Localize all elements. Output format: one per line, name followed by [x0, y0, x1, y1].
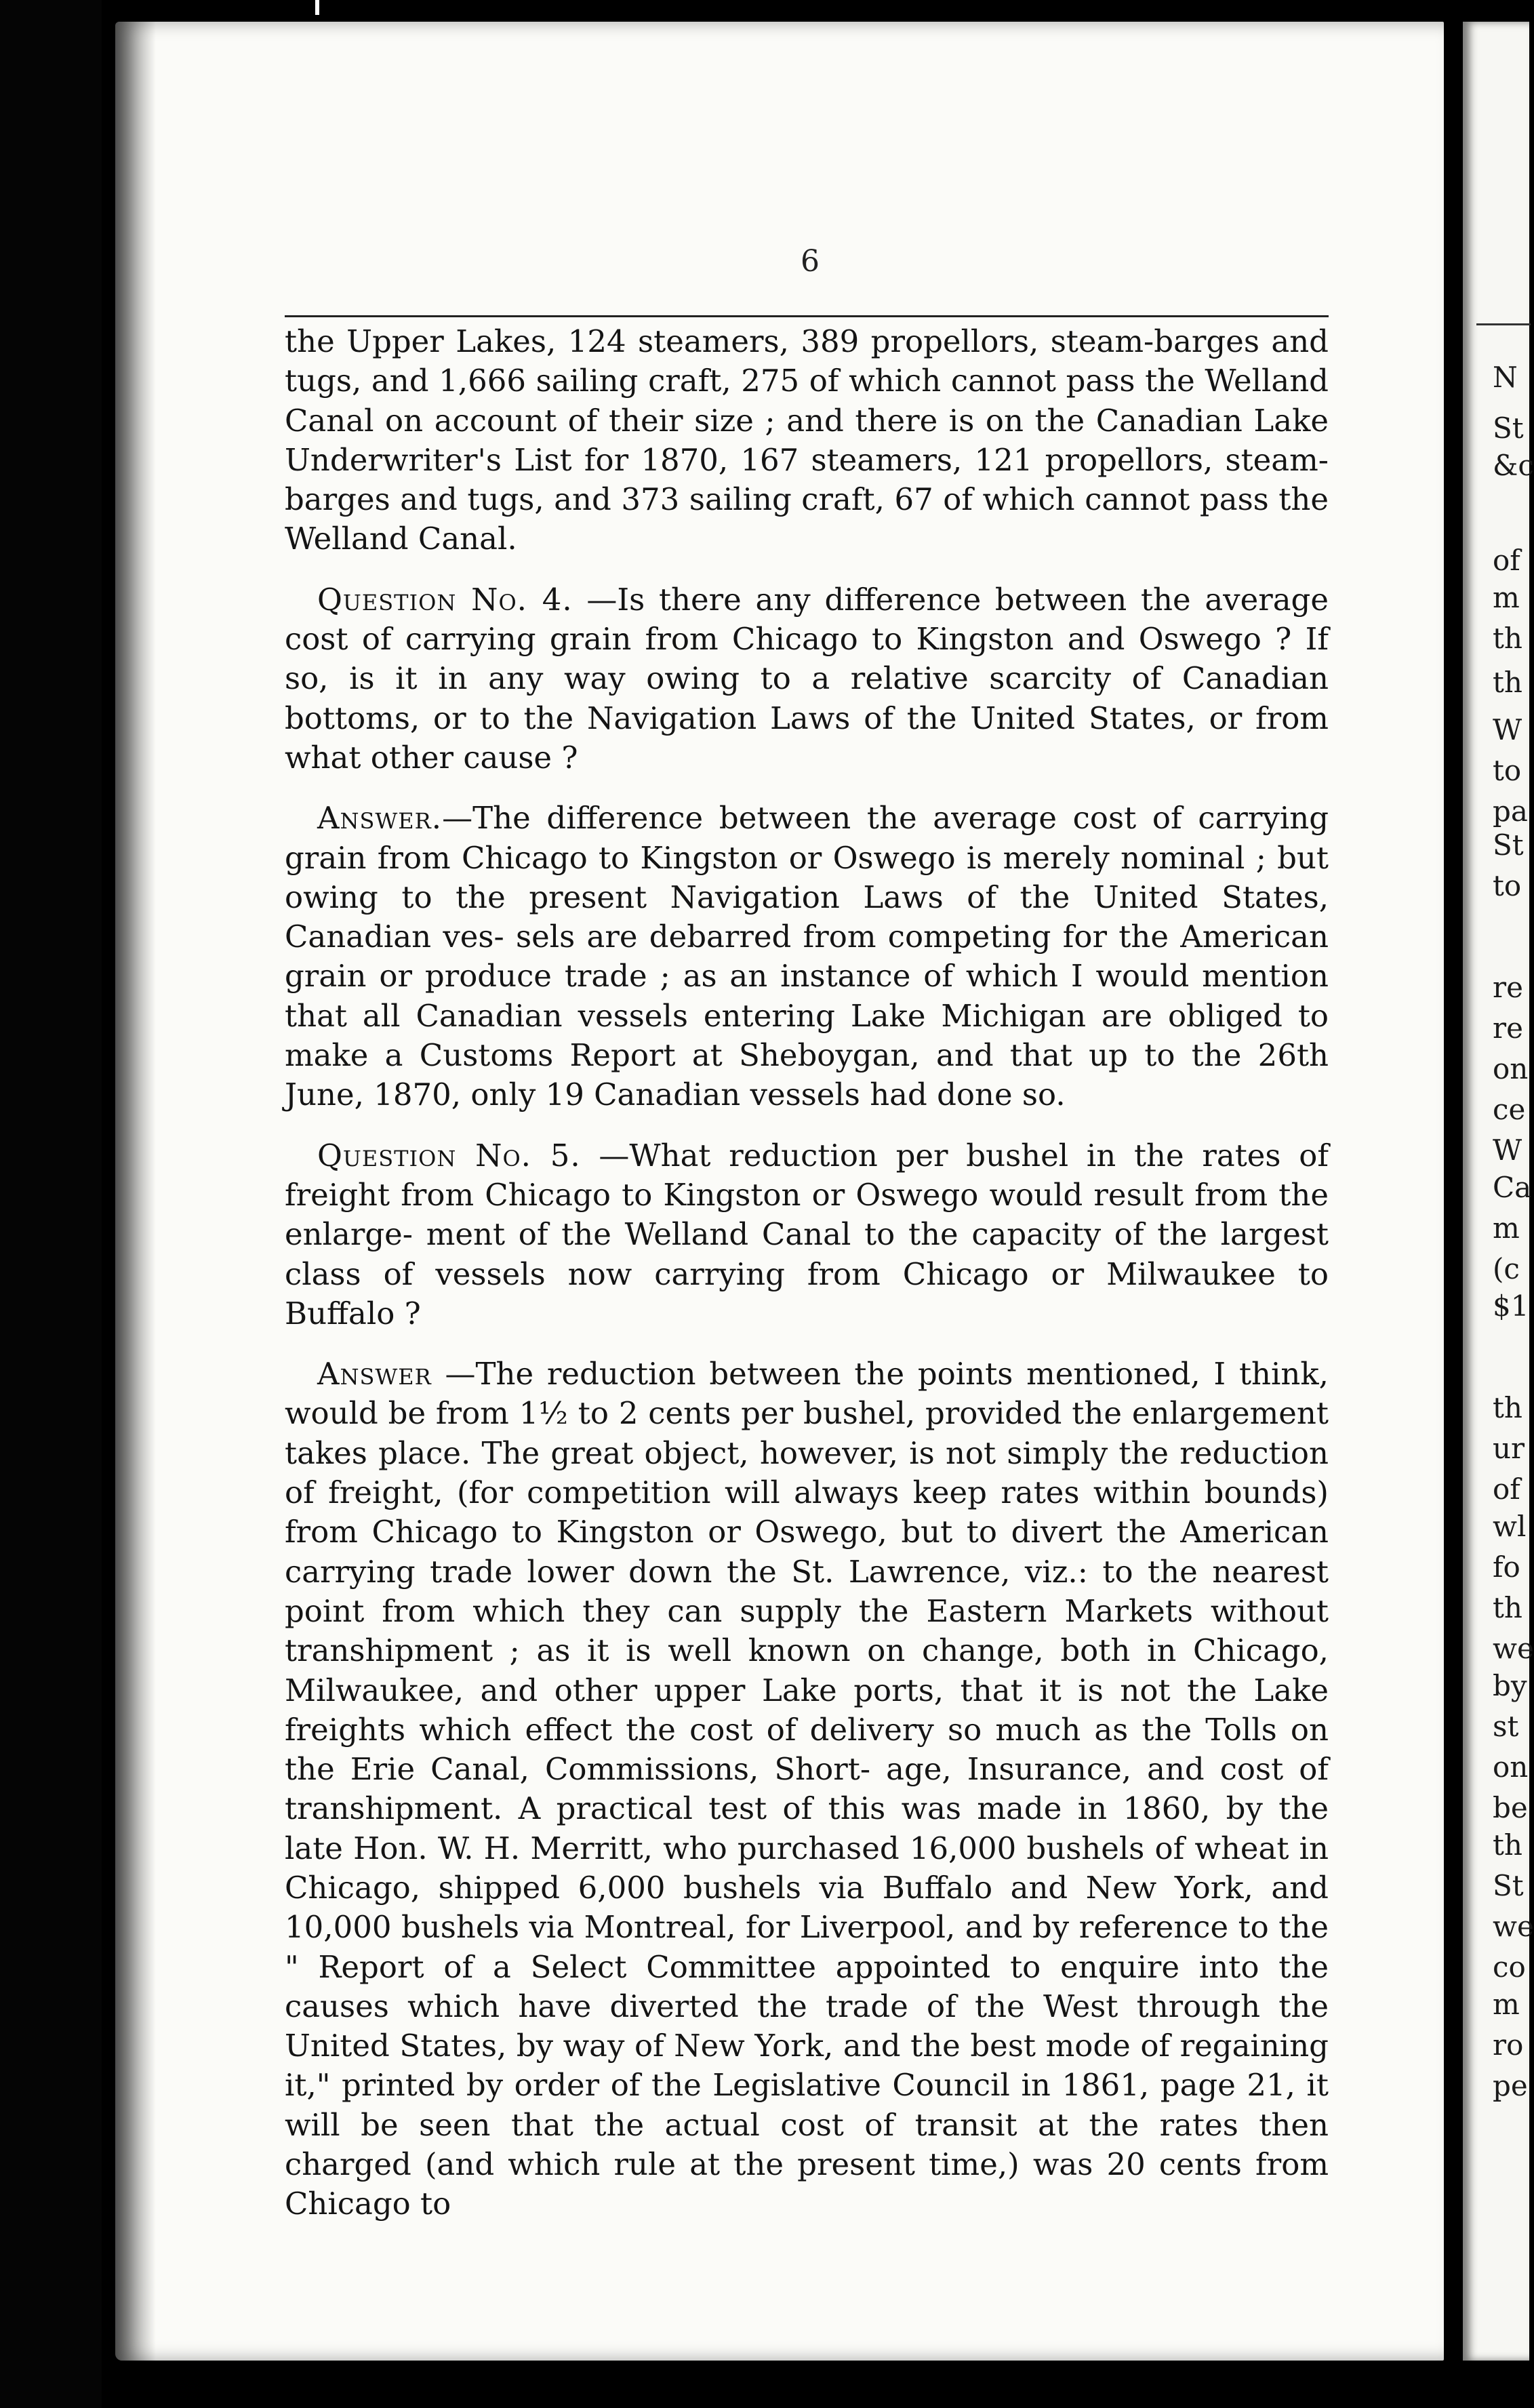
facing-text-fragment: fo	[1493, 1550, 1520, 1584]
facing-text-fragment: th	[1493, 1591, 1522, 1624]
facing-text-fragment: ur	[1493, 1432, 1525, 1465]
question-label: Question No. 5.	[317, 1137, 581, 1173]
facing-page	[1463, 22, 1534, 2361]
facing-text-fragment: co	[1493, 1950, 1526, 1984]
facing-text-fragment: ce	[1493, 1093, 1526, 1126]
facing-text-fragment: &c	[1493, 449, 1534, 482]
facing-text-fragment: th	[1493, 666, 1522, 699]
facing-text-fragment: st	[1493, 1710, 1519, 1743]
paragraph-continuation: the Upper Lakes, 124 steamers, 389 propellors, steam-barges and tugs, and 1,666 sailing craft, 275 of which cannot pass the Welland Canal on account of their size ; and there is on the Canadian Lake Underwriter's List for 1870, 167 steamers, 121 propellors, steam-barges and tugs, and 373 sailing craft, 67 of which cannot pass the Welland Canal.	[285, 323, 1329, 557]
gutter-divider	[1444, 22, 1463, 2361]
facing-text-fragment: St	[1493, 1869, 1524, 1902]
facing-text-fragment: we	[1493, 1632, 1534, 1665]
facing-text-fragment: St	[1493, 828, 1524, 862]
facing-text-fragment: pa	[1493, 795, 1528, 828]
facing-text-fragment: pe	[1493, 2069, 1528, 2102]
facing-text-fragment: by	[1493, 1669, 1527, 1702]
facing-text-fragment: re	[1493, 1011, 1523, 1045]
facing-text-fragment: $1	[1493, 1289, 1529, 1323]
header-rule	[285, 315, 1329, 317]
facing-text-fragment: m	[1493, 1988, 1520, 2021]
facing-text-fragment: (c	[1493, 1252, 1520, 1285]
facing-text-fragment: ro	[1493, 2028, 1524, 2062]
facing-text-fragment: N	[1493, 361, 1518, 394]
facing-text-fragment: wl	[1493, 1510, 1527, 1543]
facing-text-fragment: m	[1493, 1211, 1520, 1245]
answer-label: Answer.	[317, 800, 443, 837]
scan-left-margin	[0, 0, 102, 2408]
facing-text-fragment: St	[1493, 412, 1524, 445]
facing-text-fragment: m	[1493, 581, 1520, 614]
facing-text-fragment: of	[1493, 544, 1520, 577]
page-number: 6	[801, 244, 820, 279]
gutter-shadow	[115, 22, 156, 2361]
facing-rule	[1476, 323, 1531, 325]
facing-text-fragment: be	[1493, 1791, 1528, 1824]
question-5: Question No. 5. —What reduction per bushel in the rates of freight from Chicago to Kingston or Oswego would result from the enlarge- ment of the Welland Canal to the capacity of the largest class of vessels now carrying from Chicago or Milwaukee to Buffalo ?	[285, 1137, 1329, 1331]
facing-text-fragment: W	[1493, 713, 1522, 746]
answer-5: Answer —The reduction between the points mentioned, I think, would be from 1½ to 2 cents per bushel, provided the enlargement takes place. The great object, however, is not simply the reduction of freight, (for competition will always keep rates within bounds) from Chicago to Kingston or Oswego, but to divert the American carrying trade lower down the St. Lawrence, viz.: to the nearest point from which they can supply the Eastern Markets without transhipment ; as it is well known on change, both in Chicago, Milwaukee, and other upper Lake ports, that it is not the Lake freights which effect the cost of delivery so much as the Tolls on the Erie Canal, Commissions, Short- age, Insurance, and cost of transhipment. A practical test of this was made in 1860, by the late Hon. W. H. Merritt, who purchased 16,000 bushels of wheat in Chicago, shipped 6,000 bushels via Buffalo and New York, and 10,000 bushels via Montreal, for Liverpool, and by reference to the " Report of a Select Committee appointed to enquire into the causes which have diverted the trade of the West through the United States, by way of New York, and the best mode of regaining it," printed by order of the Legislative Council in 1861, page 21, it will be seen that the actual cost of transit at the rates then charged (and which rule at the present time,) was 20 cents from Chicago to	[285, 1356, 1329, 2222]
answer-label: Answer	[317, 1356, 432, 1392]
facing-text-fragment: we	[1493, 1910, 1534, 1943]
facing-text-fragment: th	[1493, 1391, 1522, 1424]
facing-text-fragment: to	[1493, 754, 1522, 787]
question-4: Question No. 4. —Is there any difference between the average cost of carrying grain from Chicago to Kingston and Oswego ? If so, is it in any way owing to a relative scarcity of Canadian bottoms, or to the Navigation Laws of the United States, or from what other cause ?	[285, 581, 1329, 776]
facing-text-fragment: to	[1493, 869, 1522, 902]
facing-text-fragment: Ca	[1493, 1171, 1532, 1204]
facing-text-fragment: th	[1493, 622, 1522, 655]
facing-text-fragment: on	[1493, 1750, 1529, 1784]
question-label: Question No. 4.	[317, 581, 573, 618]
facing-text-fragment: of	[1493, 1472, 1520, 1506]
scan-mark	[315, 0, 319, 15]
facing-text-fragment: re	[1493, 971, 1523, 1004]
facing-text-fragment: th	[1493, 1828, 1522, 1862]
facing-text-fragment: on	[1493, 1052, 1529, 1085]
body-text	[285, 322, 1329, 2224]
facing-text-fragment: W	[1493, 1133, 1522, 1167]
answer-4: Answer.—The difference between the average cost of carrying grain from Chicago to Kingston or Oswego is merely nominal ; but owing to the present Navigation Laws of the United States, Canadian ves- sels are debarred from competing for the American grain or produce trade ; as an instance of which I would mention that all Canadian vessels entering Lake Michigan are obliged to make a Customs Report at Sheboygan, and that up to the 26th June, 1870, only 19 Canadian vessels had done so.	[285, 800, 1329, 1113]
